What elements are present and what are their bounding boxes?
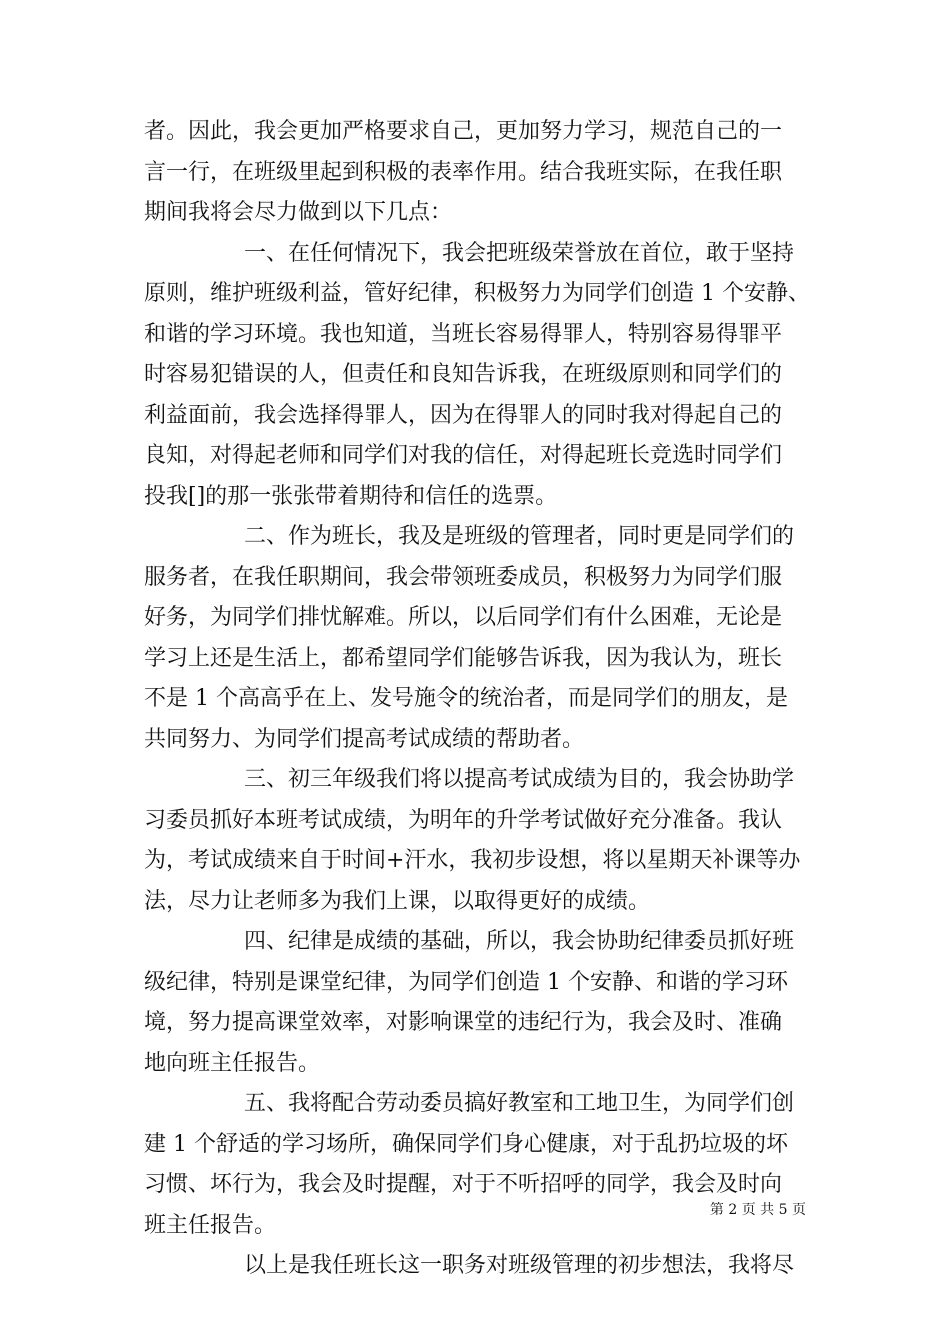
- text-line: 投我[]的那一张张带着期待和信任的选票。: [144, 483, 558, 509]
- text-line: 法，尽力让老师多为我们上课，以取得更好的成绩。: [144, 888, 651, 914]
- text-line: 建 1 个舒适的学习场所，确保同学们身心健康，对于乱扔垃圾的坏: [144, 1131, 788, 1157]
- text-line: 期间我将会尽力做到以下几点：: [144, 200, 453, 225]
- text-line: 为，考试成绩来自于时间+汗水，我初步设想，将以星期天补课等办: [144, 848, 801, 873]
- text-line: 好务，为同学们排忧解难。所以，以后同学们有什么困难，无论是: [144, 605, 783, 630]
- text-line: 不是 1 个高高乎在上、发号施令的统治者，而是同学们的朋友，是: [144, 686, 788, 711]
- text-line: 学习上还是生活上，都希望同学们能够告诉我，因为我认为，班长: [144, 645, 783, 671]
- document-body: [144, 112, 808, 1287]
- text-line: 良知，对得起老师和同学们对我的信任，对得起班长竞选时同学们: [144, 443, 783, 468]
- text-line: 共同努力、为同学们提高考试成绩的帮助者。: [144, 726, 585, 752]
- paragraph-start-line: 五、我将配合劳动委员搞好教室和工地卫生，为同学们创: [244, 1091, 795, 1116]
- text-line: 习委员抓好本班考试成绩，为明年的升学考试做好充分准备。我认: [144, 807, 783, 833]
- text-line: 言一行，在班级里起到积极的表率作用。结合我班实际，在我任职: [144, 159, 783, 185]
- paragraph-start-line: 以上是我任班长这一职务对班级管理的初步想法，我将尽: [244, 1253, 795, 1278]
- text-line: 服务者，在我任职期间，我会带领班委成员，积极努力为同学们服: [144, 564, 783, 590]
- paragraph-start-line: 二、作为班长，我及是班级的管理者，同时更是同学们的: [244, 524, 795, 549]
- text-line: 班主任报告。: [144, 1212, 277, 1238]
- text-line: 时容易犯错误的人，但责任和良知告诉我，在班级原则和同学们的: [144, 362, 783, 387]
- text-line: 级纪律，特别是课堂纪律，为同学们创造 1 个安静、和谐的学习环: [144, 969, 788, 995]
- text-line: 习惯、坏行为，我会及时提醒，对于不听招呼的同学，我会及时向: [144, 1172, 783, 1197]
- text-line: 利益面前，我会选择得罪人，因为在得罪人的同时我对得起自己的: [144, 402, 783, 428]
- text-line: 者。因此，我会更加严格要求自己，更加努力学习，规范自己的一: [144, 119, 783, 144]
- text-line: 境，努力提高课堂效率，对影响课堂的违纪行为，我会及时、准确: [144, 1010, 783, 1035]
- text-line: 地向班主任报告。: [144, 1050, 321, 1076]
- paragraph-start-line: 三、初三年级我们将以提高考试成绩为目的，我会协助学: [244, 767, 795, 792]
- text-line: 和谐的学习环境。我也知道，当班长容易得罪人，特别容易得罪平: [144, 321, 783, 347]
- paragraph-start-line: 四、纪律是成绩的基础，所以，我会协助纪律委员抓好班: [244, 929, 795, 954]
- text-line: 原则，维护班级利益，管好纪律，积极努力为同学们创造 1 个安静、: [144, 281, 810, 306]
- page-number-footer: 第 2 页 共 5 页: [709, 1202, 806, 1218]
- paragraph-start-line: 一、在任何情况下，我会把班级荣誉放在首位，敢于坚持: [244, 240, 795, 266]
